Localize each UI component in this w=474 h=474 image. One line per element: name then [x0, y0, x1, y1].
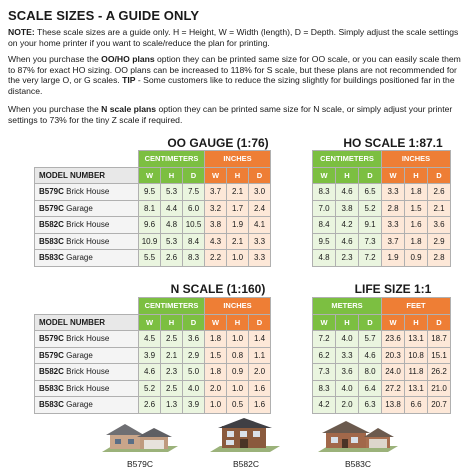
d-header: D: [183, 167, 205, 184]
note-paragraph: [8, 27, 470, 48]
table-cell: 3.7: [382, 233, 405, 250]
table-cell: 5.3: [161, 233, 183, 250]
h-header: H: [161, 167, 183, 184]
house-b583c-illustration: [318, 414, 398, 458]
life-size-table: [312, 297, 451, 414]
table-row: [313, 380, 451, 397]
table-cell: 4.8: [161, 217, 183, 234]
house-label: B579C: [127, 459, 153, 469]
table-cell: 13.1: [405, 380, 428, 397]
model-cell: B579C Brick House: [35, 331, 139, 348]
centimeters-header: CENTIMETERS: [139, 151, 205, 168]
table-cell: 3.0: [249, 184, 271, 201]
table-cell: 3.9: [139, 347, 161, 364]
table-cell: 4.0: [336, 331, 359, 348]
d-header: D: [359, 167, 382, 184]
table-cell: 3.3: [336, 347, 359, 364]
table-cell: 23.6: [382, 331, 405, 348]
w-header: W: [139, 167, 161, 184]
table-cell: 5.2: [139, 380, 161, 397]
table-cell: 13.8: [382, 397, 405, 414]
table-cell: 8.3: [313, 184, 336, 201]
n-scale-title: N SCALE (1:160): [170, 282, 266, 296]
table-cell: 1.8: [205, 364, 227, 381]
table-cell: 6.2: [313, 347, 336, 364]
table-cell: 3.6: [428, 217, 451, 234]
oo-ho-paragraph: [8, 54, 470, 96]
n-scale-text-b: option they can be printed same size for N scale, or simply adjust your printer settings to 73% for the tiny Z scale if required.: [8, 104, 453, 125]
d-header: D: [428, 167, 451, 184]
model-cell: B579C Garage: [35, 347, 139, 364]
model-cell: B583C Garage: [35, 250, 139, 267]
table-cell: 21.0: [428, 380, 451, 397]
oo-gauge-title: OO GAUGE (1:76): [167, 136, 269, 150]
oo-ho-plans-label: OO/HO plans: [101, 54, 155, 64]
table-cell: 3.8: [336, 200, 359, 217]
table-row: [313, 364, 451, 381]
table-cell: 3.3: [382, 217, 405, 234]
table-cell: 1.0: [205, 397, 227, 414]
table-cell: 1.3: [161, 397, 183, 414]
table-cell: 2.9: [428, 233, 451, 250]
table-cell: 20.3: [382, 347, 405, 364]
ho-scale-table: [312, 150, 451, 267]
table-row: [35, 200, 271, 217]
oo-ho-text-c: - Some customers like to reduce the sizing slightly for buildings positioned far in the distance.: [8, 75, 455, 96]
model-number-header: MODEL NUMBER: [35, 314, 139, 331]
table-cell: 4.1: [249, 217, 271, 234]
table-cell: 4.4: [161, 200, 183, 217]
table-cell: 4.2: [336, 217, 359, 234]
house-label: B582C: [233, 459, 259, 469]
table-row: [313, 217, 451, 234]
w-header: W: [382, 314, 405, 331]
table-cell: 6.6: [405, 397, 428, 414]
table-cell: 20.7: [428, 397, 451, 414]
table-row: [35, 380, 271, 397]
table-row: [313, 233, 451, 250]
table-cell: 4.3: [205, 233, 227, 250]
model-cell: B583C Garage: [35, 397, 139, 414]
table-cell: 2.6: [139, 397, 161, 414]
table-cell: 6.3: [359, 397, 382, 414]
table-cell: 13.1: [405, 331, 428, 348]
table-cell: 4.5: [139, 331, 161, 348]
table-cell: 1.9: [382, 250, 405, 267]
table-cell: 7.0: [313, 200, 336, 217]
table-cell: 2.5: [161, 331, 183, 348]
table-cell: 1.4: [249, 331, 271, 348]
table-cell: 15.1: [428, 347, 451, 364]
w-header: W: [382, 167, 405, 184]
table-cell: 26.2: [428, 364, 451, 381]
model-cell: B582C Brick House: [35, 364, 139, 381]
table-cell: 3.3: [249, 250, 271, 267]
model-cell: B583C Brick House: [35, 233, 139, 250]
w-header: W: [313, 314, 336, 331]
n-scale-paragraph: [8, 104, 470, 125]
oo-ho-text-a: When you purchase the: [8, 54, 102, 64]
table-cell: 1.8: [405, 233, 428, 250]
table-cell: 7.2: [359, 250, 382, 267]
w-header: W: [205, 167, 227, 184]
table-row: [313, 397, 451, 414]
table-row: [313, 184, 451, 201]
table-cell: 2.6: [428, 184, 451, 201]
ho-scale-title: HO SCALE 1:87.1: [343, 136, 443, 150]
table-cell: 2.2: [205, 250, 227, 267]
table-cell: 5.2: [359, 200, 382, 217]
inches-header: INCHES: [205, 151, 271, 168]
d-header: D: [428, 314, 451, 331]
meters-header: METERS: [313, 298, 382, 315]
table-cell: 9.5: [139, 184, 161, 201]
table-cell: 1.5: [205, 347, 227, 364]
table-row: [35, 184, 271, 201]
table-cell: 10.9: [139, 233, 161, 250]
d-header: D: [249, 314, 271, 331]
table-cell: 2.6: [161, 250, 183, 267]
n-scale-text-a: When you purchase the: [8, 104, 102, 114]
table-cell: 5.0: [183, 364, 205, 381]
table-cell: 3.6: [336, 364, 359, 381]
table-cell: 2.0: [336, 397, 359, 414]
table-row: [313, 331, 451, 348]
table-cell: 1.0: [227, 250, 249, 267]
table-cell: 1.8: [205, 331, 227, 348]
model-number-header: MODEL NUMBER: [35, 167, 139, 184]
table-cell: 8.4: [313, 217, 336, 234]
table-cell: 6.5: [359, 184, 382, 201]
table-cell: 7.3: [313, 364, 336, 381]
table-cell: 2.1: [161, 347, 183, 364]
table-cell: 27.2: [382, 380, 405, 397]
d-header: D: [359, 314, 382, 331]
w-header: W: [313, 167, 336, 184]
table-cell: 1.5: [405, 200, 428, 217]
house-label: B583C: [345, 459, 371, 469]
table-cell: 2.1: [227, 233, 249, 250]
table-cell: 4.0: [183, 380, 205, 397]
table-cell: 7.5: [183, 184, 205, 201]
table-cell: 3.6: [183, 331, 205, 348]
table-cell: 0.9: [405, 250, 428, 267]
table-cell: 3.3: [249, 233, 271, 250]
table-cell: 4.6: [359, 347, 382, 364]
table-cell: 3.8: [205, 217, 227, 234]
w-header: W: [205, 314, 227, 331]
n-scale-table: [34, 297, 271, 414]
table-cell: 2.0: [205, 380, 227, 397]
table-row: [35, 250, 271, 267]
table-cell: 4.6: [139, 364, 161, 381]
table-cell: 8.0: [359, 364, 382, 381]
table-cell: 0.8: [227, 347, 249, 364]
table-cell: 3.2: [205, 200, 227, 217]
table-row: [35, 217, 271, 234]
table-cell: 1.9: [227, 217, 249, 234]
table-cell: 1.1: [249, 347, 271, 364]
inches-header: INCHES: [205, 298, 271, 315]
house-b582c-illustration: [210, 414, 280, 458]
h-header: H: [405, 314, 428, 331]
table-cell: 24.0: [382, 364, 405, 381]
table-cell: 1.0: [227, 331, 249, 348]
table-cell: 8.3: [313, 380, 336, 397]
table-cell: 5.3: [161, 184, 183, 201]
table-cell: 10.5: [183, 217, 205, 234]
h-header: H: [336, 167, 359, 184]
table-cell: 0.5: [227, 397, 249, 414]
table-cell: 1.6: [249, 397, 271, 414]
tip-label: TIP: [122, 75, 136, 86]
table-cell: 9.5: [313, 233, 336, 250]
table-cell: 1.8: [405, 184, 428, 201]
table-cell: 6.4: [359, 380, 382, 397]
table-cell: 2.9: [183, 347, 205, 364]
note-label: NOTE:: [8, 27, 35, 37]
table-cell: 10.8: [405, 347, 428, 364]
table-cell: 2.3: [336, 250, 359, 267]
model-cell: B583C Brick House: [35, 380, 139, 397]
d-header: D: [183, 314, 205, 331]
table-row: [313, 347, 451, 364]
table-cell: 7.2: [313, 331, 336, 348]
table-row: [313, 250, 451, 267]
table-cell: 2.4: [249, 200, 271, 217]
table-cell: 0.9: [227, 364, 249, 381]
table-cell: 2.8: [382, 200, 405, 217]
table-cell: 5.5: [139, 250, 161, 267]
oo-gauge-table: [34, 150, 271, 267]
table-row: [313, 200, 451, 217]
h-header: H: [227, 167, 249, 184]
house-b579c-illustration: [102, 416, 178, 458]
life-size-title: LIFE SIZE 1:1: [354, 282, 432, 296]
inches-header: INCHES: [382, 151, 451, 168]
table-cell: 2.8: [428, 250, 451, 267]
table-cell: 18.7: [428, 331, 451, 348]
table-cell: 4.2: [313, 397, 336, 414]
table-cell: 11.8: [405, 364, 428, 381]
page-title: SCALE SIZES - A GUIDE ONLY: [8, 8, 200, 23]
table-row: [35, 364, 271, 381]
table-cell: 1.7: [227, 200, 249, 217]
model-cell: B582C Brick House: [35, 217, 139, 234]
table-cell: 1.0: [227, 380, 249, 397]
table-row: [35, 331, 271, 348]
table-cell: 2.5: [161, 380, 183, 397]
note-text: These scale sizes are a guide only. H = Height, W = Width (length), D = Depth. Simply adjust the scale settings on your home printer if you want to scale/reduce the plan for printing.: [8, 27, 459, 48]
table-cell: 7.3: [359, 233, 382, 250]
table-cell: 1.6: [405, 217, 428, 234]
table-cell: 2.1: [428, 200, 451, 217]
table-cell: 2.0: [249, 364, 271, 381]
feet-header: FEET: [382, 298, 451, 315]
table-cell: 4.6: [336, 184, 359, 201]
table-cell: 8.3: [183, 250, 205, 267]
h-header: H: [227, 314, 249, 331]
table-cell: 3.7: [205, 184, 227, 201]
model-cell: B579C Brick House: [35, 184, 139, 201]
table-cell: 4.8: [313, 250, 336, 267]
h-header: H: [161, 314, 183, 331]
model-cell: B579C Garage: [35, 200, 139, 217]
table-cell: 9.1: [359, 217, 382, 234]
table-cell: 6.0: [183, 200, 205, 217]
table-row: [35, 347, 271, 364]
d-header: D: [249, 167, 271, 184]
h-header: H: [405, 167, 428, 184]
table-cell: 4.0: [336, 380, 359, 397]
centimeters-header: CENTIMETERS: [313, 151, 382, 168]
table-row: [35, 233, 271, 250]
n-scale-plans-label: N scale plans: [101, 104, 157, 114]
table-cell: 8.1: [139, 200, 161, 217]
table-cell: 2.1: [227, 184, 249, 201]
table-cell: 3.9: [183, 397, 205, 414]
h-header: H: [336, 314, 359, 331]
table-cell: 1.6: [249, 380, 271, 397]
table-cell: 9.6: [139, 217, 161, 234]
table-cell: 3.3: [382, 184, 405, 201]
centimeters-header: CENTIMETERS: [139, 298, 205, 315]
table-cell: 4.6: [336, 233, 359, 250]
table-cell: 8.4: [183, 233, 205, 250]
w-header: W: [139, 314, 161, 331]
table-cell: 2.3: [161, 364, 183, 381]
table-cell: 5.7: [359, 331, 382, 348]
table-row: [35, 397, 271, 414]
oo-ho-text-b: option they can be printed same size for OO scale, or you can easily scale them to 87% for exact HO sizing. OO plans can be increased to 118% for S scale, but these plans are not recommended for the very large O, or G scales.: [8, 54, 461, 86]
